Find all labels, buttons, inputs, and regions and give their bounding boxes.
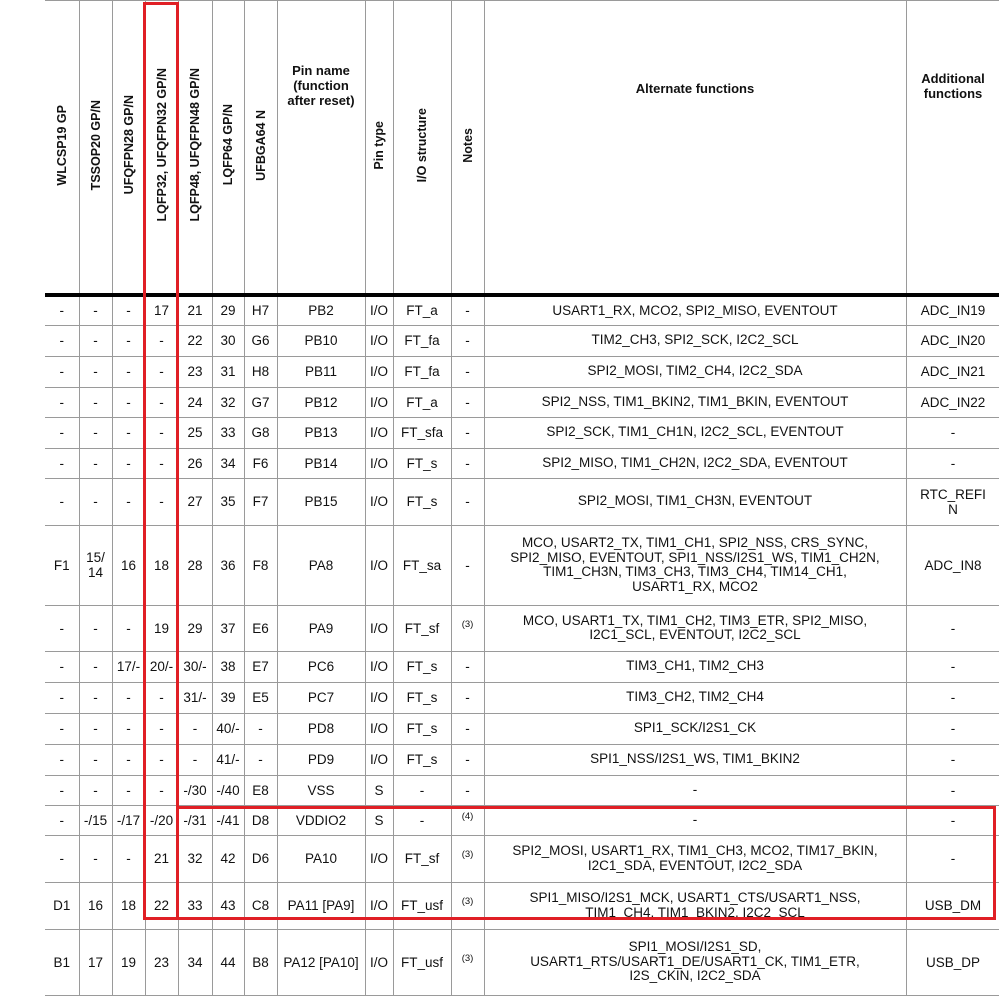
cell-tssop20: - [79,295,112,325]
cell-pin-type: I/O [365,525,393,605]
cell-lqfp48: 23 [178,356,212,387]
cell-io-structure: FT_sf [393,605,451,651]
table-row [45,805,999,835]
cell-ufqfpn28: 17/- [112,651,145,682]
cell-ufbga64: F7 [244,478,277,525]
cell-tssop20: -/15 [79,805,112,835]
cell-lqfp32: - [145,478,178,525]
cell-additional-functions: ADC_IN21 [906,356,999,387]
cell-additional-functions: - [906,417,999,448]
cell-alternate-functions: SPI1_SCK/I2S1_CK [484,713,906,744]
cell-lqfp64: 32 [212,387,244,417]
cell-additional-functions: ADC_IN20 [906,325,999,356]
table-row [45,775,999,805]
cell-pin-name: PC7 [277,682,365,713]
cell-lqfp48: 24 [178,387,212,417]
cell-lqfp64: -/41 [212,805,244,835]
cell-notes: (4) [451,805,484,835]
column-header-lqfp48-ufqfpn48-gp-n [178,1,212,296]
cell-pin-type: I/O [365,478,393,525]
cell-ufqfpn28: - [112,775,145,805]
cell-pin-name: VDDIO2 [277,805,365,835]
cell-tssop20: - [79,417,112,448]
cell-alternate-functions: TIM2_CH3, SPI2_SCK, I2C2_SCL [484,325,906,356]
cell-ufqfpn28: 16 [112,525,145,605]
cell-ufqfpn28: - [112,417,145,448]
cell-lqfp64: 36 [212,525,244,605]
cell-lqfp64: 40/- [212,713,244,744]
cell-notes: (3) [451,605,484,651]
cell-additional-functions: ADC_IN19 [906,295,999,325]
column-header-ufbga64-n [244,1,277,296]
cell-ufqfpn28: - [112,356,145,387]
cell-additional-functions: USB_DM [906,882,999,929]
cell-io-structure: FT_sfa [393,417,451,448]
cell-lqfp64: 42 [212,835,244,882]
cell-wlcsp19: - [45,713,79,744]
cell-additional-functions: ADC_IN22 [906,387,999,417]
cell-lqfp48: 21 [178,295,212,325]
table-row [45,478,999,525]
cell-lqfp32: - [145,448,178,478]
column-header-tssop20-gp-n [79,1,112,296]
cell-additional-functions: RTC_REFI N [906,478,999,525]
cell-tssop20: - [79,651,112,682]
cell-pin-type: I/O [365,448,393,478]
table-row [45,882,999,929]
cell-lqfp32: 20/- [145,651,178,682]
cell-pin-type: I/O [365,605,393,651]
table-row [45,713,999,744]
cell-additional-functions: USB_DP [906,929,999,995]
cell-pin-name: PB15 [277,478,365,525]
cell-notes: - [451,356,484,387]
cell-ufqfpn28: - [112,325,145,356]
cell-pin-name: PB11 [277,356,365,387]
cell-lqfp48: -/30 [178,775,212,805]
cell-wlcsp19: B1 [45,929,79,995]
cell-lqfp32: 19 [145,605,178,651]
cell-lqfp32: 22 [145,882,178,929]
cell-alternate-functions: TIM3_CH2, TIM2_CH4 [484,682,906,713]
cell-lqfp64: 30 [212,325,244,356]
cell-wlcsp19: - [45,835,79,882]
cell-wlcsp19: D1 [45,882,79,929]
column-header-pin-name-function-after-reset [277,1,365,296]
table-row [45,387,999,417]
cell-io-structure: FT_a [393,295,451,325]
column-header-lqfp64-gp-n [212,1,244,296]
cell-ufqfpn28: -/17 [112,805,145,835]
cell-ufbga64: D6 [244,835,277,882]
cell-lqfp32: 21 [145,835,178,882]
cell-pin-type: I/O [365,417,393,448]
cell-notes: - [451,744,484,775]
cell-ufbga64: - [244,713,277,744]
cell-lqfp32: - [145,387,178,417]
cell-ufqfpn28: - [112,478,145,525]
column-header-ufqfpn28-gp-n [112,1,145,296]
cell-lqfp32: - [145,682,178,713]
cell-wlcsp19: - [45,448,79,478]
cell-additional-functions: - [906,682,999,713]
cell-pin-name: PA12 [PA10] [277,929,365,995]
table-row [45,295,999,325]
cell-notes: - [451,417,484,448]
cell-pin-name: PA8 [277,525,365,605]
cell-lqfp48: 22 [178,325,212,356]
cell-tssop20: - [79,387,112,417]
column-header-label: UFQFPN28 GP/N [121,95,136,195]
cell-tssop20: - [79,682,112,713]
column-header-label: UFBGA64 N [253,109,268,181]
column-header-label: Notes [460,127,475,163]
cell-ufqfpn28: 19 [112,929,145,995]
cell-notes: - [451,478,484,525]
cell-io-structure: FT_fa [393,356,451,387]
column-header-wlcsp19-gp [45,1,79,296]
column-header-label: LQFP64 GP/N [221,104,235,186]
cell-wlcsp19: - [45,325,79,356]
cell-pin-type: S [365,775,393,805]
cell-lqfp64: -/40 [212,775,244,805]
cell-notes: - [451,387,484,417]
cell-notes: (3) [451,882,484,929]
cell-alternate-functions: SPI2_MISO, TIM1_CH2N, I2C2_SDA, EVENTOUT [484,448,906,478]
column-header-label: WLCSP19 GP [54,104,69,186]
cell-ufqfpn28: - [112,713,145,744]
cell-alternate-functions: SPI2_SCK, TIM1_CH1N, I2C2_SCL, EVENTOUT [484,417,906,448]
table-row [45,929,999,995]
cell-pin-name: PB13 [277,417,365,448]
column-header-label: LQFP48, UFQFPN48 GP/N [188,68,202,222]
cell-additional-functions: - [906,713,999,744]
cell-alternate-functions: SPI1_MISO/I2S1_MCK, USART1_CTS/USART1_NSS, TIM1_CH4, TIM1_BKIN2, I2C2_SCL [484,882,906,929]
cell-tssop20: - [79,478,112,525]
cell-tssop20: 16 [79,882,112,929]
cell-pin-name: PB12 [277,387,365,417]
cell-wlcsp19: - [45,682,79,713]
cell-ufbga64: E6 [244,605,277,651]
cell-ufqfpn28: - [112,295,145,325]
cell-wlcsp19: F1 [45,525,79,605]
cell-lqfp48: -/31 [178,805,212,835]
cell-ufbga64: H7 [244,295,277,325]
cell-notes: (3) [451,929,484,995]
cell-io-structure: FT_s [393,744,451,775]
table-row [45,682,999,713]
cell-ufbga64: G6 [244,325,277,356]
cell-io-structure: - [393,775,451,805]
cell-alternate-functions: - [484,805,906,835]
cell-lqfp32: - [145,417,178,448]
cell-wlcsp19: - [45,295,79,325]
cell-pin-name: PB10 [277,325,365,356]
cell-ufqfpn28: - [112,448,145,478]
cell-lqfp48: 25 [178,417,212,448]
cell-pin-name: PD9 [277,744,365,775]
cell-lqfp32: - [145,325,178,356]
cell-lqfp64: 37 [212,605,244,651]
cell-ufqfpn28: - [112,835,145,882]
table-header-row [45,1,999,296]
cell-lqfp48: 29 [178,605,212,651]
cell-wlcsp19: - [45,478,79,525]
cell-additional-functions: - [906,835,999,882]
cell-pin-type: I/O [365,835,393,882]
cell-pin-type: I/O [365,682,393,713]
cell-additional-functions: - [906,775,999,805]
column-header-label: Pin name (function after reset) [287,63,355,108]
cell-ufbga64: E5 [244,682,277,713]
column-header-label: TSSOP20 GP/N [88,99,103,191]
cell-pin-type: I/O [365,929,393,995]
cell-tssop20: - [79,775,112,805]
cell-lqfp32: - [145,356,178,387]
cell-tssop20: - [79,448,112,478]
cell-lqfp48: 32 [178,835,212,882]
cell-lqfp32: 17 [145,295,178,325]
cell-alternate-functions: MCO, USART2_TX, TIM1_CH1, SPI2_NSS, CRS_SYNC, SPI2_MISO, EVENTOUT, SPI1_NSS/I2S1_WS, TIM1_CH2N, TIM1_CH3N, TIM3_CH3, TIM3_CH4, TIM14_CH1, USART1_RX, MCO2 [484,525,906,605]
cell-notes: (3) [451,835,484,882]
cell-notes: - [451,325,484,356]
cell-lqfp48: 28 [178,525,212,605]
cell-ufbga64: B8 [244,929,277,995]
cell-lqfp48: 30/- [178,651,212,682]
cell-wlcsp19: - [45,387,79,417]
cell-notes: - [451,651,484,682]
cell-alternate-functions: SPI2_MOSI, TIM2_CH4, I2C2_SDA [484,356,906,387]
cell-pin-type: I/O [365,744,393,775]
cell-ufqfpn28: - [112,682,145,713]
cell-tssop20: - [79,325,112,356]
cell-pin-name: PB2 [277,295,365,325]
column-header-alternate-functions [484,1,906,296]
cell-io-structure: FT_s [393,478,451,525]
cell-wlcsp19: - [45,417,79,448]
column-header-lqfp32-ufqfpn32-gp-n [145,1,178,296]
cell-ufbga64: G7 [244,387,277,417]
cell-ufbga64: - [244,744,277,775]
cell-io-structure: FT_s [393,713,451,744]
cell-ufbga64: F6 [244,448,277,478]
cell-additional-functions: - [906,744,999,775]
cell-lqfp64: 38 [212,651,244,682]
cell-io-structure: FT_sa [393,525,451,605]
table-row [45,744,999,775]
cell-lqfp64: 29 [212,295,244,325]
cell-lqfp32: - [145,713,178,744]
cell-alternate-functions: SPI1_NSS/I2S1_WS, TIM1_BKIN2 [484,744,906,775]
cell-ufbga64: E7 [244,651,277,682]
column-header-label: I/O structure [415,107,429,183]
cell-lqfp64: 31 [212,356,244,387]
cell-alternate-functions: USART1_RX, MCO2, SPI2_MISO, EVENTOUT [484,295,906,325]
cell-notes: - [451,448,484,478]
cell-lqfp64: 41/- [212,744,244,775]
cell-ufqfpn28: - [112,744,145,775]
cell-wlcsp19: - [45,744,79,775]
cell-tssop20: 17 [79,929,112,995]
cell-pin-type: S [365,805,393,835]
cell-lqfp48: 33 [178,882,212,929]
table-row [45,525,999,605]
cell-lqfp32: 18 [145,525,178,605]
cell-wlcsp19: - [45,775,79,805]
cell-tssop20: 15/ 14 [79,525,112,605]
column-header-label: Pin type [372,120,386,170]
cell-lqfp48: 26 [178,448,212,478]
cell-lqfp64: 44 [212,929,244,995]
cell-pin-type: I/O [365,356,393,387]
cell-lqfp48: 34 [178,929,212,995]
cell-ufbga64: C8 [244,882,277,929]
cell-additional-functions: - [906,805,999,835]
cell-lqfp64: 35 [212,478,244,525]
cell-io-structure: FT_s [393,682,451,713]
column-header-additional-functions [906,1,999,296]
table-row [45,417,999,448]
table-row [45,651,999,682]
cell-pin-name: PB14 [277,448,365,478]
table-row [45,448,999,478]
cell-pin-name: PA10 [277,835,365,882]
cell-pin-type: I/O [365,295,393,325]
cell-pin-name: PA11 [PA9] [277,882,365,929]
cell-lqfp32: - [145,744,178,775]
cell-alternate-functions: TIM3_CH1, TIM2_CH3 [484,651,906,682]
column-header-label: LQFP32, UFQFPN32 GP/N [154,68,169,222]
cell-pin-name: PA9 [277,605,365,651]
cell-pin-name: PC6 [277,651,365,682]
column-header-label: Additional functions [921,71,985,101]
cell-notes: - [451,525,484,605]
cell-lqfp32: - [145,775,178,805]
table-row [45,605,999,651]
cell-lqfp48: 27 [178,478,212,525]
table-row [45,356,999,387]
cell-pin-name: VSS [277,775,365,805]
column-header-label: Alternate functions [635,81,755,96]
cell-wlcsp19: - [45,605,79,651]
cell-ufqfpn28: - [112,605,145,651]
cell-lqfp32: 23 [145,929,178,995]
cell-lqfp64: 34 [212,448,244,478]
cell-io-structure: FT_usf [393,929,451,995]
cell-ufbga64: H8 [244,356,277,387]
cell-io-structure: - [393,805,451,835]
cell-ufbga64: G8 [244,417,277,448]
cell-alternate-functions: SPI2_NSS, TIM1_BKIN2, TIM1_BKIN, EVENTOUT [484,387,906,417]
cell-pin-type: I/O [365,882,393,929]
cell-lqfp64: 43 [212,882,244,929]
cell-additional-functions: - [906,651,999,682]
cell-lqfp48: - [178,744,212,775]
cell-io-structure: FT_a [393,387,451,417]
cell-lqfp32: -/20 [145,805,178,835]
cell-io-structure: FT_usf [393,882,451,929]
cell-alternate-functions: - [484,775,906,805]
cell-additional-functions: - [906,605,999,651]
cell-alternate-functions: MCO, USART1_TX, TIM1_CH2, TIM3_ETR, SPI2_MISO, I2C1_SCL, EVENTOUT, I2C2_SCL [484,605,906,651]
cell-wlcsp19: - [45,651,79,682]
cell-tssop20: - [79,744,112,775]
cell-additional-functions: - [906,448,999,478]
cell-alternate-functions: SPI2_MOSI, TIM1_CH3N, EVENTOUT [484,478,906,525]
cell-ufqfpn28: 18 [112,882,145,929]
column-header-pin-type [365,1,393,296]
cell-io-structure: FT_s [393,651,451,682]
cell-lqfp64: 39 [212,682,244,713]
cell-tssop20: - [79,713,112,744]
cell-lqfp48: 31/- [178,682,212,713]
cell-ufbga64: D8 [244,805,277,835]
cell-pin-type: I/O [365,651,393,682]
cell-alternate-functions: SPI1_MOSI/I2S1_SD, USART1_RTS/USART1_DE/USART1_CK, TIM1_ETR, I2S_CKIN, I2C2_SDA [484,929,906,995]
cell-ufbga64: E8 [244,775,277,805]
table-row [45,835,999,882]
cell-tssop20: - [79,356,112,387]
cell-pin-type: I/O [365,713,393,744]
cell-tssop20: - [79,835,112,882]
column-header-notes [451,1,484,296]
cell-notes: - [451,295,484,325]
cell-ufqfpn28: - [112,387,145,417]
cell-notes: - [451,713,484,744]
cell-wlcsp19: - [45,805,79,835]
cell-additional-functions: ADC_IN8 [906,525,999,605]
cell-notes: - [451,682,484,713]
cell-pin-type: I/O [365,387,393,417]
cell-lqfp48: - [178,713,212,744]
cell-io-structure: FT_fa [393,325,451,356]
cell-lqfp64: 33 [212,417,244,448]
cell-notes: - [451,775,484,805]
cell-io-structure: FT_s [393,448,451,478]
cell-wlcsp19: - [45,356,79,387]
cell-pin-name: PD8 [277,713,365,744]
table-row [45,325,999,356]
pinout-table [45,0,999,996]
cell-ufbga64: F8 [244,525,277,605]
cell-alternate-functions: SPI2_MOSI, USART1_RX, TIM1_CH3, MCO2, TIM17_BKIN, I2C1_SDA, EVENTOUT, I2C2_SDA [484,835,906,882]
cell-tssop20: - [79,605,112,651]
cell-io-structure: FT_sf [393,835,451,882]
column-header-i-o-structure [393,1,451,296]
cell-pin-type: I/O [365,325,393,356]
